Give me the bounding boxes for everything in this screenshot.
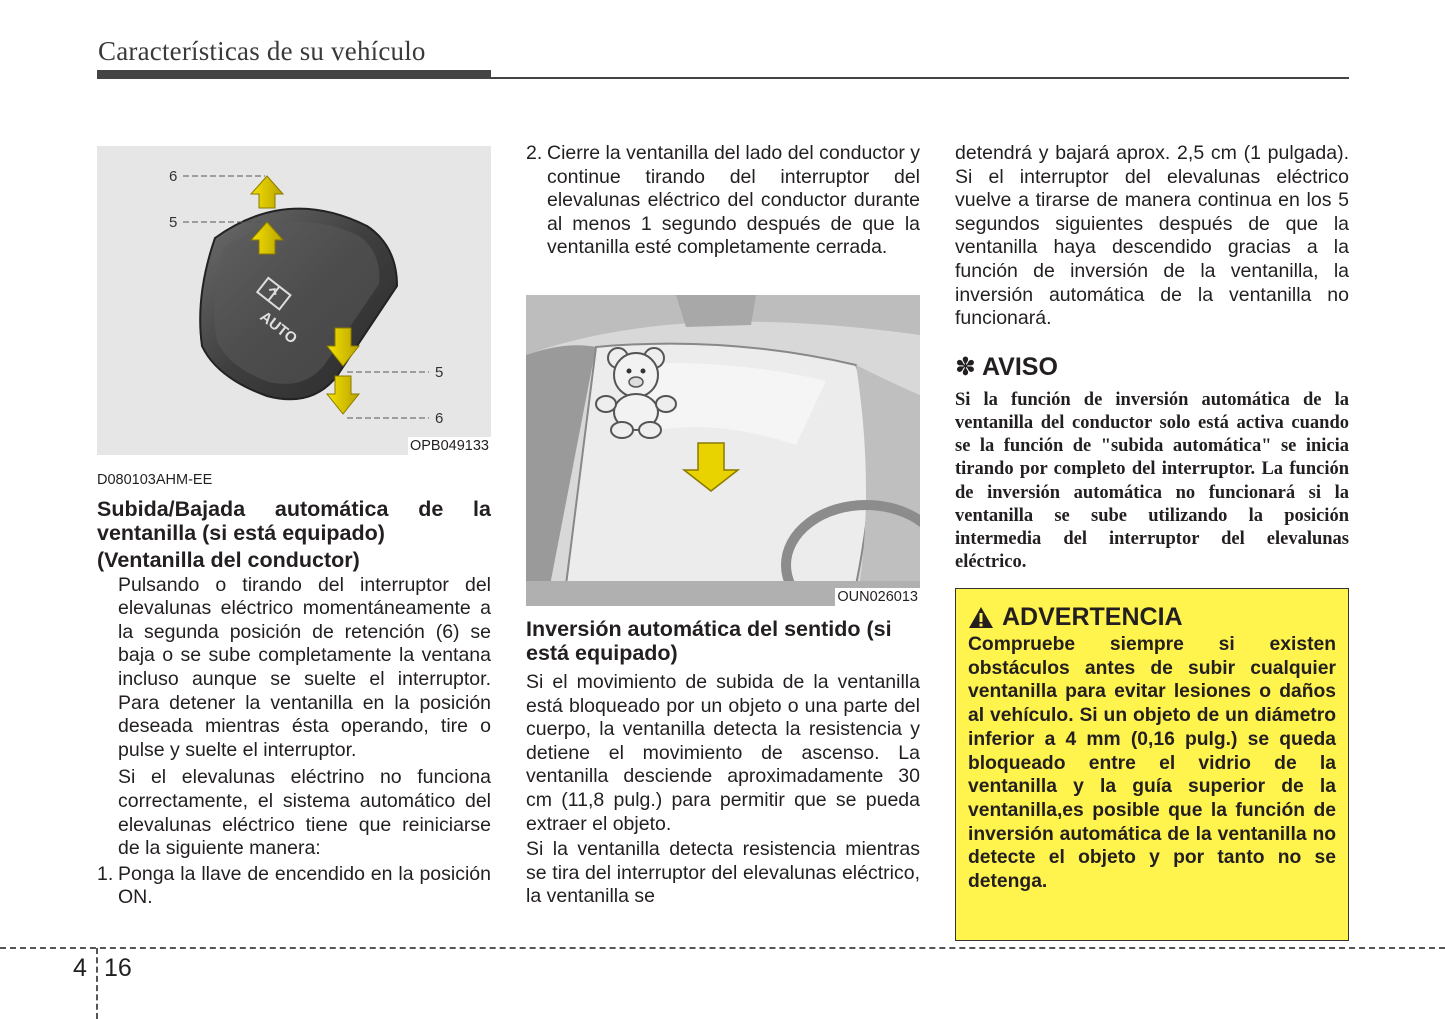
power-window-switch-illustration (97, 146, 491, 455)
list-item-number: 1. (97, 862, 114, 885)
section-number: 4 (73, 954, 87, 982)
warning-title: ADVERTENCIA (1002, 603, 1183, 631)
list-item-number: 2. (526, 142, 543, 164)
list-item-text: Cierre la ventanilla del lado del conductor y continue tirando del interruptor del elevalunas eléctrico del conductor durante al menos 1 segundo después de que la ventanilla esté completamente cerrada. (547, 142, 920, 259)
header-rule-thin (97, 77, 1349, 79)
section-code: D080103AHM-EE (97, 472, 213, 488)
paragraph: detendrá y bajará aprox. 2,5 cm (1 pulgada). Si el interruptor del elevalunas eléctrico vuelve a tirarse de manera continua en los 5 segundos siguientes después de que la ventanilla haya descendido gracias a la función de inversión de la ventanilla, la inversión automática de la ventanilla no funcionará. (955, 142, 1349, 330)
column-2-lower (526, 617, 920, 909)
window-reversal-figure (526, 295, 920, 606)
footer-rule (0, 947, 1445, 949)
running-header-title: Características de su vehículo (98, 36, 426, 66)
list-item-text: Ponga la llave de encendido en la posición ON. (118, 862, 491, 909)
warning-box (955, 588, 1349, 941)
list-item (97, 863, 491, 910)
paragraph: Pulsando o tirando del interruptor del elevalunas eléctrico momentáneamente a la segunda posición de retención (6) se baja o se sube completamente la ventana incluso aunque se suelte el interruptor. Para detener la ventanilla en la posición deseada mientras ésta operando, tire o pulse y suelte el interruptor. (118, 573, 491, 761)
column-1 (97, 469, 491, 910)
warning-body: Compruebe siempre si existen obstáculos antes de subir cualquier ventanilla para evitar lesiones o daños al vehículo. Si un objeto de un diámetro inferior a 4 mm (0,16 pulg.) se queda bloqueado entre el vidrio de la ventanilla y la guía superior de la ventanilla,es posible que la función de inversión automática de la ventanilla no detecte el objeto y por tanto no se detenga. (968, 634, 1336, 893)
label-6-bottom: 6 (435, 410, 444, 427)
figure-code: OUN026013 (837, 589, 918, 605)
paragraph: Si el elevalunas eléctrino no funciona correctamente, el sistema automático del elevalunas eléctrico tiene que reiniciarse de la siguiente manera: (118, 766, 491, 860)
figure-code: OPB049133 (409, 438, 489, 454)
column-3 (955, 142, 1349, 574)
paragraph: Si la ventanilla detecta resistencia mientras se tira del interruptor del elevalunas eléctrico, la ventanilla se (526, 838, 920, 908)
section-subtitle: (Ventanilla del conductor) (97, 547, 360, 572)
label-5-bottom: 5 (435, 364, 444, 381)
power-window-switch-figure (97, 146, 491, 455)
aviso-title: ✽ AVISO (955, 352, 1058, 381)
label-6-top: 6 (169, 168, 178, 185)
section-title: Subida/Bajada automática de la ventanilla (si está equipado) (97, 496, 491, 545)
label-5-top: 5 (169, 214, 178, 231)
warning-triangle-icon (968, 606, 994, 629)
page-number: 16 (104, 954, 132, 982)
warning-heading (968, 603, 1336, 631)
section-title: Inversión automática del sentido (si está equipado) (526, 617, 892, 665)
column-2 (526, 142, 920, 260)
paragraph: Si el movimiento de subida de la ventanilla está bloqueado por un objeto o una parte del cuerpo, la ventanilla detecta la resistencia y detiene el movimiento de ascenso. La ventanilla desciende aproximadamente 30 cm (11,8 pulg.) para permitir que se pueda extraer el objeto. (526, 671, 920, 835)
switch-auto-label: AUTO (256, 308, 301, 348)
list-item (526, 142, 920, 260)
window-reversal-illustration (526, 295, 920, 606)
aviso-body: Si la función de inversión automática de la ventanilla del conductor solo está activa cuando se la función de "subida automática" se inicia tirando por completo del interruptor. La función de inversión automática no funcionará si la ventanilla se sube utilizando la posición intermedia del interruptor del elevalunas eléctrico. (955, 389, 1349, 573)
footer-separator (96, 948, 98, 1019)
